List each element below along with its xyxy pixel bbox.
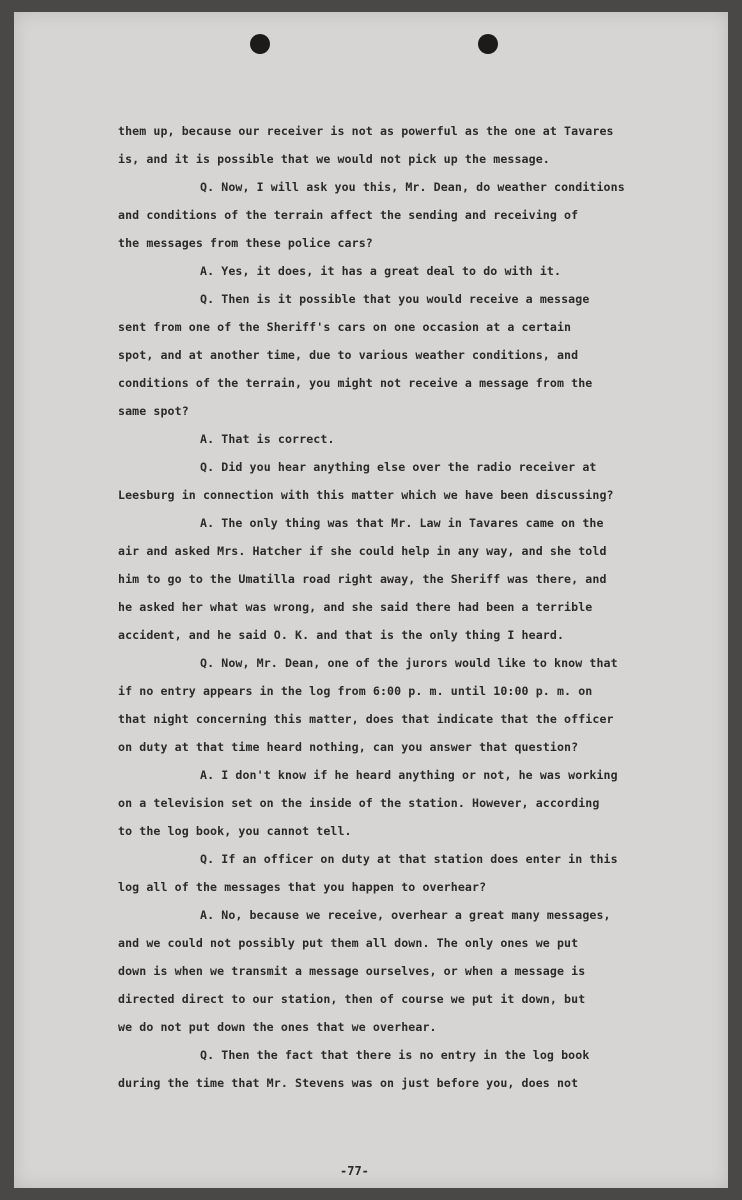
- answer-line: A. I don't know if he heard anything or not, he was working: [200, 768, 618, 782]
- transcript-line: if no entry appears in the log from 6:00 p. m. until 10:00 p. m. on: [118, 684, 593, 698]
- question-line: Q. Then the fact that there is no entry in the log book: [200, 1048, 590, 1062]
- answer-line: A. That is correct.: [200, 432, 335, 446]
- transcript-line: we do not put down the ones that we overhear.: [118, 1020, 437, 1034]
- punch-hole-right: [478, 34, 498, 54]
- question-line: Q. Then is it possible that you would receive a message: [200, 292, 590, 306]
- transcript-line: and conditions of the terrain affect the sending and receiving of: [118, 208, 579, 222]
- transcript-line: him to go to the Umatilla road right away, the Sheriff was there, and: [118, 572, 607, 586]
- transcript-line: sent from one of the Sheriff's cars on one occasion at a certain: [118, 320, 572, 334]
- transcript-line: he asked her what was wrong, and she said there had been a terrible: [118, 600, 593, 614]
- transcript-line: during the time that Mr. Stevens was on just before you, does not: [118, 1076, 579, 1090]
- transcript-line: air and asked Mrs. Hatcher if she could help in any way, and she told: [118, 544, 607, 558]
- question-line: Q. Did you hear anything else over the radio receiver at: [200, 460, 597, 474]
- question-line: Q. If an officer on duty at that station does enter in this: [200, 852, 618, 866]
- document-page: [14, 12, 728, 1188]
- transcript-line: to the log book, you cannot tell.: [118, 824, 352, 838]
- page-number: -77-: [340, 1164, 369, 1178]
- transcript-line: accident, and he said O. K. and that is the only thing I heard.: [118, 628, 565, 642]
- transcript-line: and we could not possibly put them all down. The only ones we put: [118, 936, 579, 950]
- answer-line: A. Yes, it does, it has a great deal to do with it.: [200, 264, 562, 278]
- transcript-line: on duty at that time heard nothing, can you answer that question?: [118, 740, 579, 754]
- transcript-line: conditions of the terrain, you might not receive a message from the: [118, 376, 593, 390]
- transcript-line: the messages from these police cars?: [118, 236, 373, 250]
- transcript-line: same spot?: [118, 404, 189, 418]
- transcript-line: on a television set on the inside of the station. However, according: [118, 796, 600, 810]
- transcript-line: log all of the messages that you happen to overhear?: [118, 880, 487, 894]
- answer-line: A. No, because we receive, overhear a great many messages,: [200, 908, 611, 922]
- answer-line: A. The only thing was that Mr. Law in Tavares came on the: [200, 516, 604, 530]
- question-line: Q. Now, Mr. Dean, one of the jurors would like to know that: [200, 656, 618, 670]
- transcript-line: directed direct to our station, then of course we put it down, but: [118, 992, 586, 1006]
- question-line: Q. Now, I will ask you this, Mr. Dean, do weather conditions: [200, 180, 625, 194]
- punch-hole-left: [250, 34, 270, 54]
- transcript-line: spot, and at another time, due to various weather conditions, and: [118, 348, 579, 362]
- transcript-line: that night concerning this matter, does that indicate that the officer: [118, 712, 614, 726]
- transcript-line: Leesburg in connection with this matter which we have been discussing?: [118, 488, 614, 502]
- transcript-line: them up, because our receiver is not as powerful as the one at Tavares: [118, 124, 614, 138]
- transcript-line: down is when we transmit a message ourselves, or when a message is: [118, 964, 586, 978]
- transcript-line: is, and it is possible that we would not pick up the message.: [118, 152, 550, 166]
